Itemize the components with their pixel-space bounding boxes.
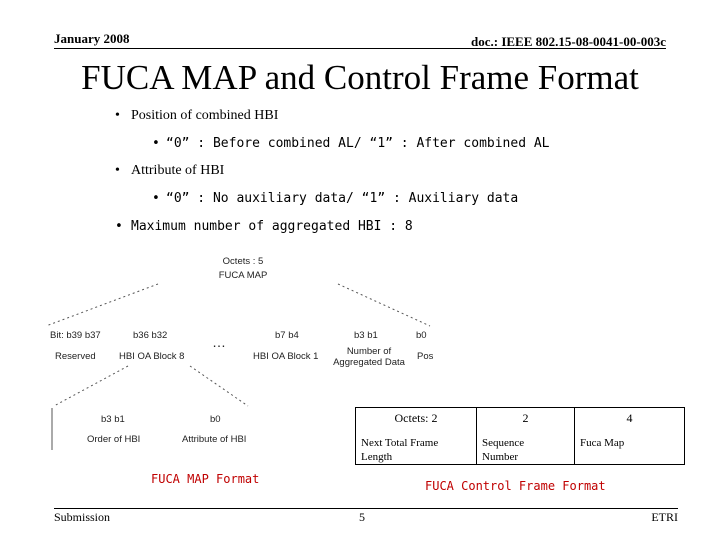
- cell-octets: Octets: 2: [394, 411, 438, 425]
- bullet-dot: •: [115, 108, 120, 123]
- control-frame-table: [355, 407, 685, 465]
- bit-label-num-agg: b3 b1: [354, 330, 378, 341]
- bullet-2-text: Attribute of HBI: [131, 163, 225, 178]
- fuca-map-caption: FUCA MAP Format: [151, 472, 260, 486]
- sub-field-attribute-of-hbi: Attribute of HBI: [182, 434, 247, 445]
- sub-bit-attribute: b0: [210, 414, 221, 425]
- cell-octets: 2: [522, 411, 529, 425]
- fuca-map-ellipsis: …: [212, 334, 226, 350]
- field-number-of-aggregated-data: Number of Aggregated Data: [333, 346, 405, 368]
- sub-field-order-of-hbi: Order of HBI: [87, 434, 141, 445]
- cell-field: Fuca Map: [580, 437, 625, 449]
- fuca-map-name: FUCA MAP: [218, 270, 268, 281]
- control-frame-cell: [355, 407, 476, 465]
- bullet-3-text: Maximum number of aggregated HBI : 8: [131, 219, 413, 234]
- sub-bullet-2-text: “0” : No auxiliary data/ “1” : Auxiliary data: [166, 191, 519, 206]
- footer-submission: Submission: [54, 510, 111, 524]
- bullet-dot: •: [152, 136, 160, 151]
- footer-rule: [54, 508, 678, 509]
- header-date: January 2008: [54, 31, 130, 46]
- cell-field: Sequence Number: [482, 437, 525, 463]
- control-frame-cell: [476, 407, 574, 465]
- field-reserved: Reserved: [55, 351, 96, 362]
- bit-label-reserved: Bit: b39 b37: [50, 330, 101, 341]
- footer-page-number: 5: [359, 510, 365, 524]
- bit-label-block8: b36 b32: [133, 330, 168, 341]
- fuca-map-octets: Octets : 5: [222, 256, 264, 267]
- field-hbi-oa-block-8: HBI OA Block 8: [119, 351, 185, 362]
- control-frame-cell: [574, 407, 685, 465]
- field-pos: Pos: [417, 351, 434, 362]
- bullet-1-text: Position of combined HBI: [131, 108, 279, 123]
- bullet-dot: •: [115, 163, 120, 178]
- header-doc-id: doc.: IEEE 802.15-08-0041-00-003c: [471, 34, 666, 49]
- sub-bullet-1-text: “0” : Before combined AL/ “1” : After combined AL: [166, 136, 550, 151]
- slide-title: FUCA MAP and Control Frame Format: [81, 58, 639, 97]
- bit-label-block1: b7 b4: [275, 330, 299, 341]
- footer-org: ETRI: [651, 510, 678, 524]
- field-hbi-oa-block-1: HBI OA Block 1: [253, 351, 319, 362]
- control-frame-caption: FUCA Control Frame Format: [425, 479, 606, 493]
- cell-field: Next Total Frame Length: [361, 437, 439, 463]
- sub-bit-order: b3 b1: [101, 414, 125, 425]
- bullet-dot: •: [115, 219, 123, 234]
- bullet-dot: •: [152, 191, 160, 206]
- bit-label-pos: b0: [416, 330, 427, 341]
- cell-octets: 4: [626, 411, 633, 425]
